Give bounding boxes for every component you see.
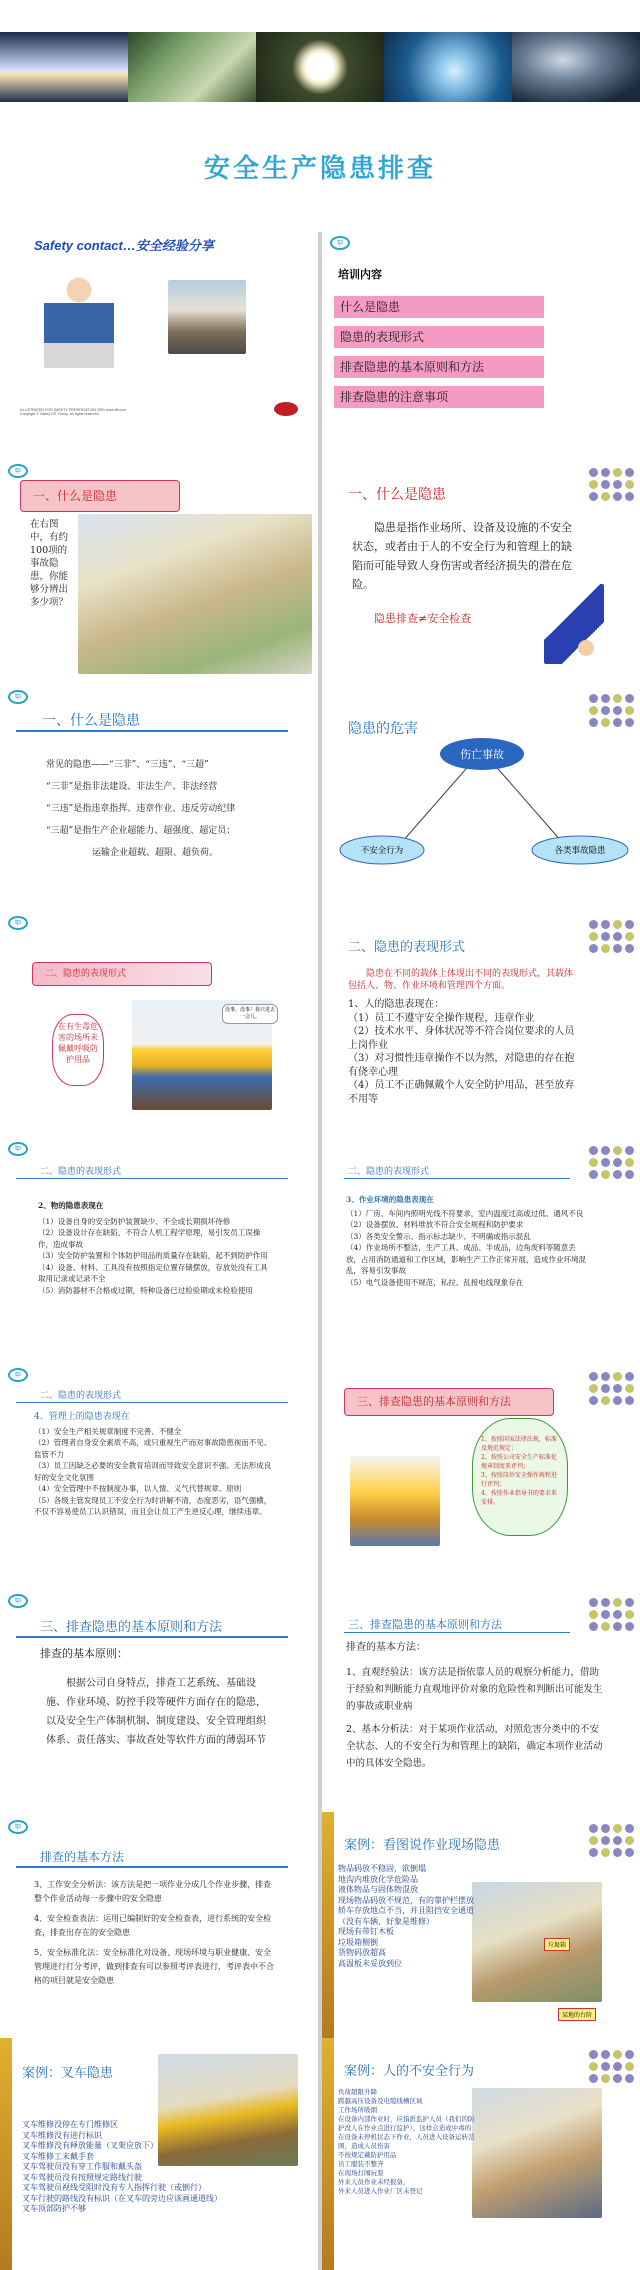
slide-principles-picture	[322, 1360, 640, 1586]
site-hazard-item: 地沟内堆放化学危险品	[338, 1874, 418, 1884]
slide-case-site	[322, 1812, 640, 2038]
slide-heading: 二、隐患的表现形式	[348, 940, 466, 955]
slide-heading: 一、什么是隐患	[348, 487, 446, 503]
title-slide	[0, 0, 640, 232]
site-hazard-item: 高温板未妥放到位	[338, 1958, 402, 1968]
slide-case-unsafe-behavior	[322, 2038, 640, 2270]
object-hazard-item: （3）安全防护装置和个体防护用品的质量存在缺陷，起不到防护作用	[38, 1251, 268, 1260]
company-logo: tp	[8, 1368, 28, 1382]
site-illustration	[472, 1882, 602, 2002]
company-logo: tp	[8, 1820, 28, 1834]
forklift-hazards-list	[22, 2120, 296, 2215]
slide-heading: 排查的基本方法	[40, 1850, 125, 1864]
object-hazards-list	[38, 1200, 274, 1296]
environment-hazards-subtitle: 3、作业环境的隐患表现在	[346, 1195, 434, 1204]
method-item: 2、基本分析法：对于某项作业活动，对照危害分类中的不安全状态、人的不安全行为和管理上的缺陷，确定本项作业活动中的具体安全隐患。	[346, 1724, 603, 1769]
banner-spiral-image	[512, 32, 640, 102]
forklift-hazard-item: 叉车维修没停在专门维修区	[22, 2120, 118, 2129]
footer-line-1: ILLUSTRATED FOR SAFETY PRESENTATION 2001 www.dit.com	[20, 408, 127, 412]
site-hazard-item: 现场物品码放不规范，有的靠护栏摆放	[338, 1895, 474, 1905]
forklift-hazard-item: 叉车驾驶员视线受阻时没有专人指挥行驶（或倒行）	[22, 2183, 206, 2192]
method-item: 1、直观经验法：该方法是指依靠人员的观察分析能力，借助于经验和判断能力直观地评价对象的危险性和判断出可能发生的事故或职业病	[346, 1667, 603, 1712]
left-accent-bar	[0, 2038, 12, 2270]
forklift-hazard-item: 叉车顶部防护不够	[22, 2204, 86, 2213]
heading-underline	[16, 730, 288, 732]
node-casualty-label: 伤亡事故	[460, 748, 504, 761]
slide-management-hazards	[0, 1360, 318, 1586]
worker-cartoon-image	[44, 268, 114, 368]
factory-hazard-illustration	[78, 514, 312, 674]
tag-trash-bin: 垃圾箱	[544, 1938, 570, 1951]
slide-heading: 隐患的危害	[348, 721, 418, 737]
object-hazards-subtitle: 2、物的隐患表现在	[38, 1201, 104, 1210]
object-hazard-item: （4）设备、材料、工具没有按照指定位置存储摆放，存放处没有工具取用记录或记录不全	[38, 1262, 268, 1283]
environment-hazard-item: （2）设备摆放、材料堆放不符合安全规程和防护要求	[346, 1220, 524, 1229]
node-all-hazards-label: 各类事故隐患	[554, 845, 606, 855]
heading-underline	[16, 1866, 288, 1868]
slide-safety-contact	[0, 228, 318, 456]
page-title: 安全生产隐患排查	[203, 154, 436, 184]
slide-heading: 案例：看图说作业现场隐患	[344, 1838, 501, 1853]
site-hazard-item: 垃圾箱侧倒	[338, 1937, 378, 1947]
three-hazards-line-3: “三违”是指违章指挥、违章作业、违反劳动纪律	[46, 804, 236, 814]
forklift-hazard-item: 叉车驾驶员没有穿工作服和戴头盔	[22, 2162, 142, 2171]
company-logo: tp	[8, 690, 28, 704]
object-hazard-item: （1）设备自身的安全防护装置缺少、不全或长期损坏待修	[38, 1216, 231, 1226]
toc-item-2[interactable]: 隐患的表现形式	[334, 326, 544, 348]
slide-basic-principle	[0, 1586, 318, 1812]
company-logo: tp	[330, 236, 350, 250]
unsafe-behavior-list	[338, 2088, 478, 2196]
management-hazard-item: （5）各级主管发现员工不安全行为时讲解不清，态度恶劣，语气强横，不仅不容易使员工认识错误，而且会让员工产生逆反心理，继续违章。	[34, 1495, 272, 1516]
slide-common-hazards	[0, 682, 318, 908]
decor-dots	[589, 1598, 634, 1631]
banner-sunset-image	[0, 32, 128, 102]
safety-contact-footer	[20, 408, 240, 416]
three-hazards-line-2: “三非”是指非法建设、非法生产、非法经营	[46, 782, 218, 792]
section-box: 三、排查隐患的基本原则和方法	[344, 1388, 554, 1416]
tag-steps: 某地的台阶	[558, 2008, 596, 2021]
unsafe-behavior-item: 不按规定戴防护用品	[338, 2151, 397, 2159]
left-accent-bar	[322, 2038, 334, 2270]
side-question: 在右图中，有约100项的事故隐患，你能够分辨出多少项？	[30, 519, 69, 608]
human-hazards-list	[348, 998, 584, 1106]
heading-underline	[344, 1178, 570, 1179]
safety-contact-title: Safety contact…	[34, 238, 136, 253]
formula-text: 隐患排查≠安全检查	[374, 612, 472, 625]
company-logo: tp	[8, 464, 28, 478]
principle-item: 2、按照公司安全生产标准化规章制度来评判；	[481, 1454, 557, 1470]
slide-object-hazards	[0, 1134, 318, 1360]
site-hazards-list	[338, 1864, 476, 1969]
left-accent-bar	[322, 1812, 334, 2038]
environment-hazard-item: （1）厂房、车间内照明光线不符要求，室内温度过高或过低、通风不良	[346, 1208, 584, 1218]
management-hazard-item: （4）安全管理中不按制度办事，以人情、义气代替规章、原则	[34, 1484, 242, 1493]
section-box: 二、隐患的表现形式	[32, 962, 212, 986]
slide-hazard-harm	[322, 682, 640, 908]
decor-dots	[589, 468, 634, 501]
forklift-hazard-item: 叉车维修没有释放能量（叉架应放下）	[22, 2141, 158, 2150]
bending-person-image	[544, 584, 604, 664]
unsafe-behavior-item: 外来人员作业未经报备，	[338, 2178, 410, 2186]
warning-bubble: 在有生毒危害的场所未佩戴呼吸防护用品	[52, 1014, 104, 1086]
three-hazards-line-1: 常见的隐患——“三非”、“三违”、“三超”	[46, 760, 209, 770]
slide-more-methods	[0, 1812, 318, 2038]
node-unsafe-act-label: 不安全行为	[360, 845, 404, 855]
banner-leaves-image	[128, 32, 256, 102]
site-hazard-item: 物品码放不稳固，欲倒塌	[338, 1864, 426, 1873]
company-logo: tp	[8, 916, 28, 930]
human-hazard-item: （1）员工不遵守安全操作规程，违章作业	[348, 1012, 535, 1024]
slide-heading: 二、隐患的表现形式	[348, 1167, 430, 1177]
decor-dots	[589, 1372, 634, 1405]
banner-water-image	[384, 32, 512, 102]
three-hazards-line-5: 运输企业超载、超限、超负荷。	[92, 848, 219, 858]
management-hazards-subtitle: 4、管理上的隐患表现在	[34, 1412, 130, 1422]
company-logo: tp	[8, 1142, 28, 1156]
speech-bubble: 没事，没事！我只进去一会儿。	[222, 1004, 278, 1024]
site-hazard-item: 轿车存放地点不当，并且阻挡安全通道（没有车辆，好象是维修）	[338, 1906, 474, 1926]
method-list	[346, 1664, 604, 1772]
slide-what-is-hazard-definition	[322, 456, 640, 682]
forklift-hazard-item: 叉车维修没有进行标识	[22, 2130, 102, 2140]
unsafe-behavior-item: 跨越高压设备及电缆线槽区域	[338, 2097, 423, 2105]
factory-photo	[168, 280, 246, 354]
three-hazards-text	[46, 754, 286, 864]
principle-subtitle: 排查的基本原则：	[40, 1647, 128, 1660]
site-hazard-item: 现场有带钉木板	[338, 1927, 394, 1936]
footer-line-2: Copyright © Safety DIT Group. All rights reserved.	[20, 412, 100, 416]
slide-basic-method	[322, 1586, 640, 1812]
decor-dots	[589, 2050, 634, 2083]
slide-heading: 二、隐患的表现形式	[40, 1167, 122, 1177]
heading-underline	[16, 1636, 288, 1638]
slide-heading: 案例：人的不安全行为	[344, 2064, 475, 2079]
dupont-logo	[274, 402, 298, 416]
banner-flower-image	[256, 32, 384, 102]
company-logo: tp	[8, 1594, 28, 1608]
toc-heading: 培训内容	[338, 268, 382, 281]
principle-item: 1、按照国家法律法规，标准及规范规定；	[481, 1436, 557, 1452]
manifest-intro: 隐患在不同的载体上体现出不同的表现形式，其载体包括人、物、作业环境和管理四个方面。	[348, 969, 574, 991]
unsafe-behavior-item: 外来人员进入作业厂区未登记	[338, 2187, 423, 2195]
slide-environment-hazards	[322, 1134, 640, 1360]
slide-heading: 二、隐患的表现形式	[40, 1391, 122, 1401]
slide-heading: 一、什么是隐患	[42, 713, 140, 729]
heading-underline	[16, 1178, 288, 1179]
forklift-hazard-item: 叉车维修工未戴手套	[22, 2151, 94, 2161]
management-hazard-item: （1）安全生产相关规章制度不完善、不健全	[34, 1426, 182, 1436]
slide-heading: 三、排查隐患的基本原则和方法	[40, 1620, 223, 1635]
unsafe-behavior-item: 在设备内部作业时，应指派监护人员（我们的防护没人在作业点进行监护），这样会造成中毒的	[338, 2115, 475, 2132]
unsafe-behavior-item: 在现场打闹玩耍	[338, 2169, 384, 2177]
decor-dots	[589, 1146, 634, 1179]
slide-heading: 案例：叉车隐患	[22, 2066, 114, 2081]
site-hazard-item: 货物码放超高	[338, 1948, 386, 1957]
environment-hazard-item: （4）作业场所不整洁，生产工具、成品、半成品，边角废料等随意丢放，占用消防通道和工作区域，影响生产工作正常开展，造成作业环境混乱，容易引发事故	[346, 1243, 586, 1275]
management-hazard-item: （3）员工因缺乏必要的安全教育培训而导致安全意识不强、无法形成良好的安全文化氛围	[34, 1461, 272, 1482]
human-hazard-item: （4）员工不正确佩戴个人安全防护用品，甚至放弃不用等	[348, 1080, 575, 1105]
slide-case-forklift	[0, 2038, 318, 2270]
unsafe-behavior-item: 工作场所吸烟	[338, 2106, 377, 2114]
human-hazard-item: （2）技术水平、身体状况等不符合岗位要求的人员上岗作业	[348, 1026, 575, 1051]
toc-item-4[interactable]: 排查隐患的注意事项	[334, 386, 544, 408]
workers-illustration	[472, 2088, 602, 2218]
safety-contact-title-cn: 安全经验分享	[135, 238, 214, 253]
site-hazard-item: 液体物品与固体物混放	[338, 1885, 418, 1894]
unsafe-behavior-item: 在设备未停机状态下作业，人员进入设备运转范围，造成人员伤害	[338, 2133, 475, 2150]
decor-dots	[589, 920, 634, 953]
unsafe-behavior-item: 员工服装不整齐	[338, 2160, 384, 2168]
section-box: 一、什么是隐患	[20, 480, 180, 512]
title-banner	[0, 32, 640, 102]
more-method-item: 5、安全标准化法：安全标准化对设备、现场环境与职业健康、安全管理进行打分考评，做到排查有可以参照考评表进行，考评表中不合格的项目就是安全隐患	[34, 1948, 274, 1985]
heading-underline	[344, 1632, 570, 1633]
management-hazard-item: （2）管理者自身安全素质不高，或只重视生产而对事故隐患视而不见、监管不力	[34, 1438, 272, 1459]
human-hazard-item: （3）对习惯性违章操作不以为然，对隐患的存在抱有侥幸心理	[348, 1053, 575, 1078]
decor-dots	[589, 1824, 634, 1857]
inspector-cartoon	[350, 1456, 440, 1546]
principle-body: 根据公司自身特点，排查工艺系统、基础设施、作业环境、防控手段等硬件方面存在的隐患，以及安全生产体制机制、制度建设、安全管理组织体系、责任落实、事故查处等软件方面的薄弱环节	[46, 1678, 266, 1746]
object-hazard-item: （5）消防器材不合格或过期，特种设备已过检验期或未检验使用	[38, 1285, 253, 1295]
environment-hazards-list	[346, 1194, 586, 1288]
slide-what-is-hazard-picture	[0, 456, 318, 682]
hazard-harm-diagram	[322, 682, 640, 908]
hazard-definition: 隐患是指作业场所、设备及设施的不安全状态，或者由于人的不安全行为和管理上的缺陷而可能导致人身伤害或者经济损失的潜在危险。	[352, 521, 572, 591]
method-subtitle: 排查的基本方法：	[346, 1642, 426, 1653]
toc-item-3[interactable]: 排查隐患的基本原则和方法	[334, 356, 544, 378]
forklift-hazard-item: 叉车行驶的路线没有标识（在叉车的旁边应该画通道线）	[22, 2193, 222, 2203]
environment-hazard-item: （5）电气设备使用不规范，私拉、乱接电线现象存在	[346, 1277, 524, 1287]
more-methods-list	[34, 1878, 276, 1988]
slide-toc	[322, 228, 640, 456]
slide-human-hazards	[322, 908, 640, 1134]
human-hazards-subtitle: 1、人的隐患表现在：	[348, 999, 445, 1010]
object-hazard-item: （2）设备设计存在缺陷，不符合人机工程学原理，易引发员工误操作，造成事故	[38, 1228, 261, 1249]
principles-bubble	[472, 1418, 568, 1536]
unsafe-behavior-item: 负荷超限升降	[338, 2088, 377, 2096]
environment-hazard-item: （3）各类安全警示、指示标志缺少、不明确或指示混乱	[346, 1231, 531, 1241]
more-method-item: 3、工作安全分析法：该方法是把一项作业分成几个作业步骤，排查整个作业活动每一步骤中的安全隐患	[34, 1880, 272, 1903]
more-method-item: 4、安全检查表法：运用已编制好的安全检查表，进行系统的安全检查，排查出存在的安全隐患	[34, 1914, 272, 1937]
heading-underline	[16, 1402, 288, 1403]
forklift-hazard-item: 叉车驾驶员没有按照规定路线行驶	[22, 2172, 142, 2182]
slide-manifestation-picture	[0, 908, 318, 1134]
principle-item: 4、按照作业指导书的要求来安排。	[481, 1490, 557, 1506]
three-hazards-line-4: “三超”是指生产企业超能力、超强度、超定员；	[46, 826, 236, 836]
principle-item: 3、按照岗位安全操作规程进行评判；	[481, 1472, 557, 1488]
management-hazards-list	[34, 1412, 278, 1518]
toc-item-1[interactable]: 什么是隐患	[334, 296, 544, 318]
slide-heading: 三、排查隐患的基本原则和方法	[348, 1618, 502, 1631]
diagram-connector	[402, 762, 562, 842]
